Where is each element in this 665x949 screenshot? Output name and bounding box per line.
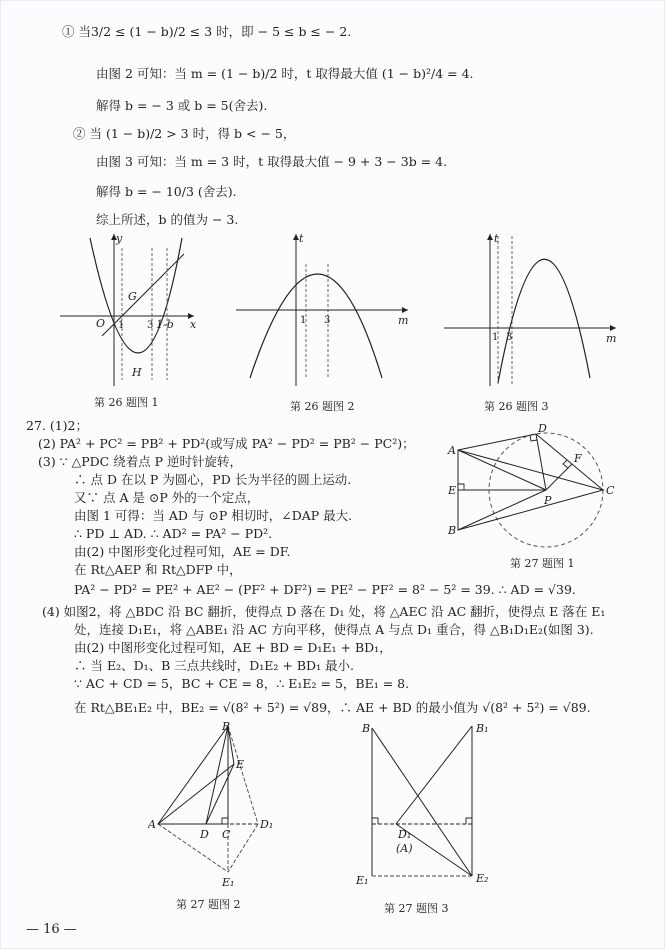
text-line-5: 由图 3 可知：当 m = 3 时，t 取得最大值 − 9 + 3 − 3b = 4. xyxy=(96,154,448,169)
f27-2-point-e: E xyxy=(236,758,245,771)
f26-3-t-label: t xyxy=(494,232,499,245)
f27-1-point-f: F xyxy=(574,452,582,465)
f27-1-point-c: C xyxy=(606,484,615,497)
text-line-13: 由图 1 可得：当 AD 与 ⊙P 相切时，∠DAP 最大. xyxy=(74,508,353,523)
f26-1-x-label: x xyxy=(190,318,197,331)
figure-27-2 xyxy=(148,720,298,890)
f26-1-tick-1b: 1-b xyxy=(156,318,174,331)
text-line-22: ∵ AC + CD = 5，BC + CE = 8，∴ E₁E₂ = 5，BE₁ = 8. xyxy=(74,676,410,691)
text-line-9: (2) PA² + PC² = PB² + PD²(或写成 PA² − PD² = PB² − PC²)； xyxy=(38,436,415,451)
text-line-18: (4) 如图2，将 △BDC 沿 BC 翻折，使得点 D 落在 D₁ 处，将 △AEC 沿 AC 翻折，使得点 E 落在 E₁ xyxy=(42,604,606,619)
f27-1-point-p: P xyxy=(544,494,552,507)
f26-2-t-label: t xyxy=(299,232,304,245)
figure-27-3 xyxy=(348,720,508,900)
f27-3-point-b1: B₁ xyxy=(476,722,489,735)
f26-2-tick-3: 3 xyxy=(324,315,331,326)
f27-1-point-b: B xyxy=(448,524,457,537)
f27-2-point-e1: E₁ xyxy=(222,876,235,889)
text-line-15: 由(2) 中图形变化过程可知，AE = DF. xyxy=(74,544,291,559)
caption-27-2: 第 27 题图 2 xyxy=(176,898,241,911)
f26-3-tick-1: 1 xyxy=(492,332,499,343)
f27-1-point-d: D xyxy=(538,422,547,435)
f27-2-point-c: C xyxy=(222,828,231,841)
f27-3-point-e1: E₁ xyxy=(356,874,369,887)
caption-26-3: 第 26 题图 3 xyxy=(484,400,549,413)
text-line-21: ∴ 当 E₂、D₁、B 三点共线时，D₁E₂ + BD₁ 最小. xyxy=(74,658,355,673)
f26-1-tick-3: 3 xyxy=(147,320,154,331)
text-line-6: 解得 b = − 10/3 (舍去). xyxy=(96,184,237,199)
figure-27-1 xyxy=(446,420,621,550)
text-line-1: ① 当3/2 ≤ (1 − b)/2 ≤ 3 时，即 − 5 ≤ b ≤ − 2. xyxy=(62,24,352,39)
text-line-4: ② 当 (1 − b)/2 > 3 时，得 b < − 5， xyxy=(73,126,296,141)
text-line-16: 在 Rt△AEP 和 Rt△DFP 中， xyxy=(74,562,242,577)
text-line-7: 综上所述，b 的值为 − 3. xyxy=(96,212,239,227)
text-line-8: 27. (1)2； xyxy=(26,418,89,433)
text-line-23: 在 Rt△BE₁E₂ 中，BE₂ = √(8² + 5²) = √89，∴ AE + BD 的最小值为 √(8² + 5²) = √89. xyxy=(74,700,591,715)
caption-27-1: 第 27 题图 1 xyxy=(510,557,575,570)
caption-26-1: 第 26 题图 1 xyxy=(94,396,159,409)
page-number: — 16 — xyxy=(26,922,77,937)
figure-26-1 xyxy=(52,228,202,388)
f26-2-tick-1: 1 xyxy=(300,315,307,326)
f27-3-point-b: B xyxy=(362,722,371,735)
caption-26-2: 第 26 题图 2 xyxy=(290,400,355,413)
f27-3-point-e2: E₂ xyxy=(476,872,489,885)
f26-1-y-label: y xyxy=(116,232,123,245)
f27-2-point-d: D xyxy=(200,828,209,841)
f26-2-m-label: m xyxy=(398,314,409,327)
f27-3-point-d1: D₁ xyxy=(398,828,412,841)
text-line-3: 解得 b = − 3 或 b = 5(舍去). xyxy=(96,98,268,113)
text-line-20: 由(2) 中图形变化过程可知，AE + BD = D₁E₁ + BD₁， xyxy=(74,640,392,655)
text-line-10: (3) ∵ △PDC 绕着点 P 逆时针旋转， xyxy=(38,454,243,469)
f26-3-tick-3: 3 xyxy=(506,332,513,343)
f26-1-point-g: G xyxy=(128,290,137,303)
f26-1-tick-1: 1 xyxy=(118,320,125,331)
text-line-11: ∴ 点 D 在以 P 为圆心，PD 长为半径的圆上运动. xyxy=(74,472,352,487)
f27-1-point-a: A xyxy=(448,444,456,457)
text-line-19: 处，连接 D₁E₁，将 △ABE₁ 沿 AC 方向平移，使得点 A 与点 D₁ 重合，得 △B₁D₁E₂(如图 3). xyxy=(74,622,594,637)
text-line-2: 由图 2 可知：当 m = (1 − b)/2 时，t 取得最大值 (1 − b)²/4 = 4. xyxy=(96,66,474,81)
f27-2-point-b: B xyxy=(222,720,231,733)
f26-3-m-label: m xyxy=(606,332,617,345)
text-line-17: PA² − PD² = PE² + AE² − (PF² + DF²) = PE² − PF² = 8² − 5² = 39. ∴ AD = √39. xyxy=(74,582,576,597)
caption-27-3: 第 27 题图 3 xyxy=(384,902,449,915)
f26-1-origin-label: O xyxy=(96,317,106,330)
f27-3-point-a: (A) xyxy=(396,842,413,855)
f26-1-point-h: H xyxy=(132,366,142,379)
f27-1-point-e: E xyxy=(448,484,457,497)
f27-2-point-d1: D₁ xyxy=(260,818,274,831)
f27-2-point-a: A xyxy=(148,818,156,831)
figure-26-2 xyxy=(232,228,412,388)
text-line-12: 又∵ 点 A 是 ⊙P 外的一个定点， xyxy=(74,490,260,505)
text-line-14: ∴ PD ⊥ AD. ∴ AD² = PA² − PD². xyxy=(74,526,273,541)
figure-26-3 xyxy=(440,228,620,388)
